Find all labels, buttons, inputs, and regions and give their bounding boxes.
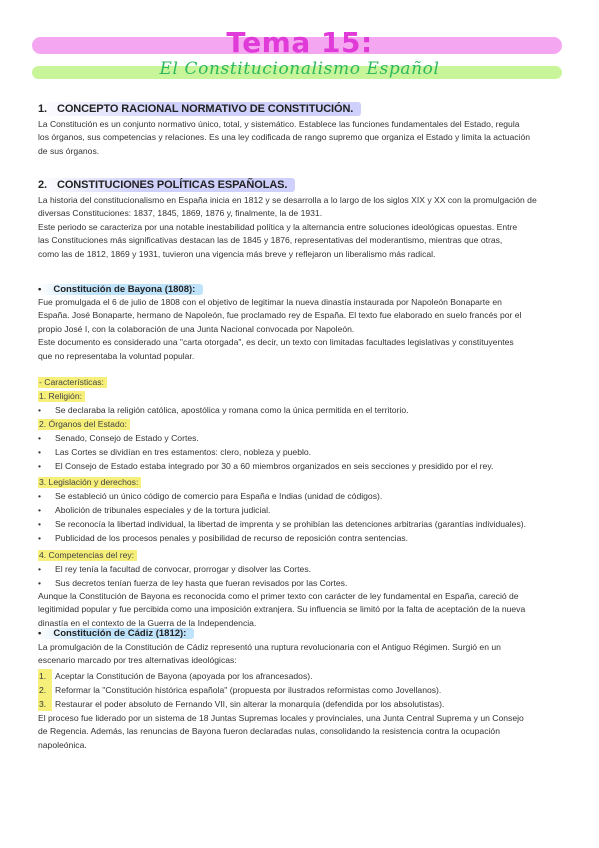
paragraph-line: Este documento es considerado una "carta otorgada", es decir, un texto con limitadas facultades legislativas y constituyentes	[38, 337, 514, 348]
paragraph-line: de Regencia. Además, las renuncias de Bayona fueron declaradas nulas, consolidando la resistencia contra la ocupación	[38, 726, 500, 737]
paragraph-line: las Constituciones más significativas destacan las de 1845 y 1876, representativas del moderantismo, mientras que otras,	[38, 235, 503, 246]
cadiz-heading	[38, 628, 194, 639]
bullet-icon: •	[38, 433, 42, 443]
bullet-icon: •	[38, 564, 42, 574]
list-item: • Se reconocía la libertad individual, la libertad de imprenta y se prohibían las detenciones arbitrarias (garantías individuales).	[38, 519, 527, 529]
list-item: 2. Reformar la "Constitución histórica española" (propuesta por ilustrados reformistas como Jovellanos).	[39, 685, 442, 695]
paragraph-line: dinastía en el contexto de la Guerra de la Independencia.	[38, 617, 257, 628]
king-powers-list	[38, 562, 558, 590]
bullet-icon: •	[38, 405, 42, 415]
section-1-number: 1.	[38, 103, 47, 115]
section-1-body	[38, 118, 558, 158]
list-item: • Se declaraba la religión católica, apostólica y romana como la única permitida en el territorio.	[38, 405, 409, 415]
paragraph-line: La historia del constitucionalismo en España inicia en 1812 y se desarrolla a lo largo de los siglos XIX y XX con la promulgación de	[38, 195, 537, 205]
organs-label: 2. Órganos del Estado:	[38, 419, 130, 430]
list-item: • Publicidad de los procesos penales y posibilidad de recurso de reposición contra sentencias.	[38, 533, 409, 543]
cadiz-title: Constitución de Cádiz (1812):	[53, 628, 187, 639]
list-item: • Sus decretos tenían fuerza de ley hasta que fueran revisados por las Cortes.	[38, 578, 348, 588]
section-2-title: CONSTITUCIONES POLÍTICAS ESPAÑOLAS.	[56, 179, 288, 191]
paragraph-line: como las de 1812, 1869 y 1931, tuvieron una vigencia más breve y reflejaron un liberalismo más radical.	[38, 248, 436, 259]
bayona-intro	[38, 296, 558, 363]
paragraph-line: España. José Bonaparte, hermano de Napoleón, fue proclamado rey de España. El texto fue elaborado en suelo francés por el	[38, 310, 522, 321]
section-2-body	[38, 194, 558, 261]
bayona-title: Constitución de Bayona (1808):	[53, 284, 196, 295]
cadiz-options-list	[38, 669, 558, 711]
bullet-icon: •	[38, 447, 42, 457]
paragraph-line: Fue promulgada el 6 de julio de 1808 con el objetivo de legitimar la nueva dinastía instaurada por Napoleón Bonaparte en	[38, 297, 502, 307]
section-2-heading	[38, 178, 295, 192]
section-1-heading	[38, 102, 361, 116]
page-title: Tema 15:	[226, 26, 373, 59]
page-subtitle: El Constitucionalismo Español	[159, 59, 440, 79]
section-2-number: 2.	[38, 179, 47, 191]
paragraph-line: Aunque la Constitución de Bayona es reconocida como el primer texto con carácter de ley fundamental en España, careció de	[38, 591, 519, 601]
bullet-icon: •	[38, 533, 42, 543]
cadiz-closing	[38, 712, 558, 752]
bayona-closing	[38, 590, 558, 630]
paragraph-line: napoleónica.	[38, 739, 87, 750]
paragraph-line: diversas Constituciones: 1837, 1845, 1869, 1876 y, finalmente, la de 1931.	[38, 208, 323, 219]
paragraph-line: El proceso fue liderado por un sistema de 18 Juntas Supremas locales y provinciales, una Junta Central Suprema y un Consejo	[38, 713, 524, 723]
bullet-icon: •	[38, 519, 42, 529]
bullet-icon: •	[38, 628, 42, 639]
list-item: • Se estableció un único código de comercio para España e Indias (unidad de códigos).	[38, 491, 383, 501]
bayona-heading	[38, 284, 203, 295]
list-item: • Las Cortes se dividían en tres estamentos: clero, nobleza y pueblo.	[38, 447, 312, 457]
paragraph-line: La Constitución es un conjunto normativo único, total, y sistemático. Establece las funciones fundamentales del Estado, regula	[38, 119, 520, 129]
paragraph-line: escenario marcado por tres alternativas ideológicas:	[38, 655, 237, 666]
religion-label: 1. Religión:	[38, 391, 85, 402]
list-item: • El rey tenía la facultad de convocar, prorrogar y disolver las Cortes.	[38, 564, 312, 574]
bullet-icon: •	[38, 578, 42, 588]
section-1-title: CONCEPTO RACIONAL NORMATIVO DE CONSTITUCIÓN.	[56, 103, 354, 115]
list-item: • El Consejo de Estado estaba integrado por 30 a 60 miembros organizados en seis secciones y presidido por el rey.	[38, 461, 494, 471]
cadiz-intro	[38, 641, 558, 668]
bullet-icon: •	[38, 505, 42, 515]
list-item: 3. Restaurar el poder absoluto de Fernando VII, sin alterar la monarquía (defendida por los absolutistas).	[39, 699, 445, 709]
item-number: 1.	[38, 669, 52, 683]
item-number: 2.	[38, 683, 52, 697]
paragraph-line: de sus órganos.	[38, 145, 100, 156]
characteristics-label: - Características:	[38, 377, 107, 388]
paragraph-line: los órganos, sus competencias y relaciones. Es una ley codificada de rango supremo que organiza el Estado y limita la actuación	[38, 132, 531, 143]
paragraph-line: que no representaba la voluntad popular.	[38, 350, 195, 361]
legislation-label: 3. Legislación y derechos:	[38, 477, 141, 488]
list-item: • Senado, Consejo de Estado y Cortes.	[38, 433, 199, 443]
paragraph-line: Este periodo se caracteriza por una notable inestabilidad política y la alternancia entre soluciones ideológicas opuestas. Entre	[38, 221, 518, 232]
legislation-list	[38, 489, 558, 545]
list-item: • Abolición de tribunales especiales y de la tortura judicial.	[38, 505, 271, 515]
organs-list	[38, 431, 558, 473]
bullet-icon: •	[38, 461, 42, 471]
bullet-icon: •	[38, 491, 42, 501]
paragraph-line: legitimidad popular y fue percibida como una imposición extranjera. Su influencia se limitó por la falta de aceptación de la nueva	[38, 604, 526, 615]
item-number: 3.	[38, 697, 52, 711]
king-powers-label: 4. Competencias del rey:	[38, 550, 137, 561]
paragraph-line: La promulgación de la Constitución de Cádiz representó una ruptura revolucionaria con el Antiguo Régimen. Surgió en un	[38, 642, 501, 652]
bullet-icon: •	[38, 284, 42, 295]
religion-list	[38, 403, 558, 417]
list-item: 1. Aceptar la Constitución de Bayona (apoyada por los afrancesados).	[39, 671, 313, 681]
paragraph-line: propio José I, con la colaboración de una Junta Nacional convocada por Napoleón.	[38, 323, 355, 334]
